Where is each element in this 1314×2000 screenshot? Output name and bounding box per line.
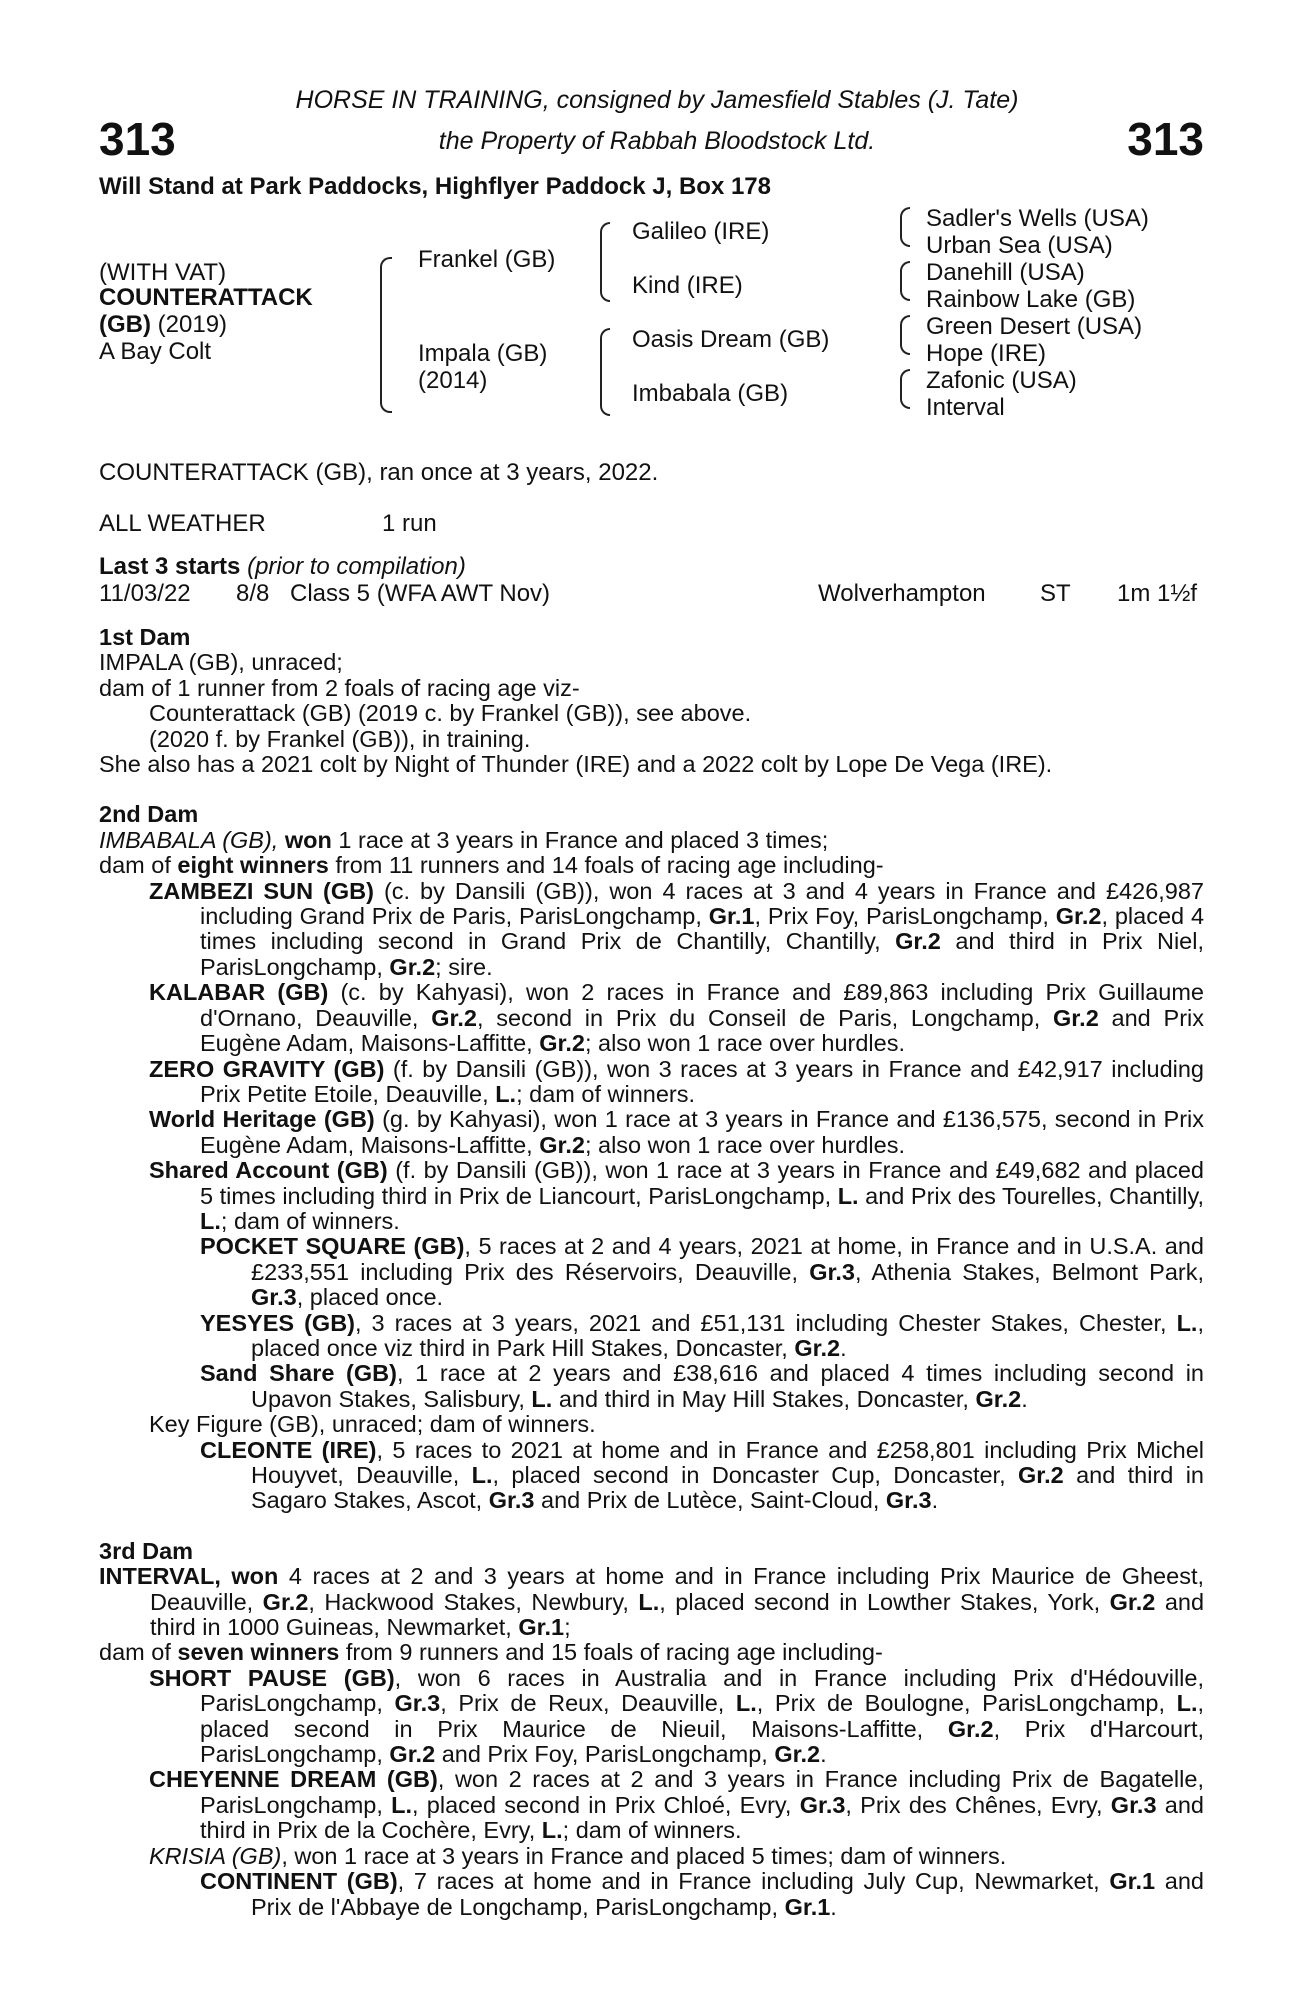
ancestor-7: Zafonic (USA): [926, 367, 1077, 394]
stand-location: Will Stand at Park Paddocks, Highflyer Paddock J, Box 178: [99, 173, 771, 200]
ancestor-3: Danehill (USA): [926, 259, 1085, 286]
progeny-cleonte: CLEONTE (IRE), 5 races to 2021 at home and in France and £258,801 including Prix Michel Houyvet, Deauville, L., placed second in Doncaster Cup, Doncaster, Gr.2 and third in Sagaro Stakes, Ascot, Gr.3 and Prix de Lutèce, Saint-Cloud, Gr.3.: [200, 1436, 1204, 1514]
horse-name: COUNTERATTACK: [99, 284, 313, 311]
ancestor-4: Rainbow Lake (GB): [926, 286, 1136, 313]
second-dam-line: IMBABALA (GB), won 1 race at 3 years in France and placed 3 times;: [99, 826, 829, 853]
consignor-line: HORSE IN TRAINING, consigned by Jamesfield Stables (J. Tate): [295, 86, 1019, 114]
last-starts-subtitle: (prior to compilation): [247, 553, 466, 580]
last-starts-title: Last 3 starts: [99, 553, 241, 580]
first-dam-line-5: She also has a 2021 colt by Night of Thunder (IRE) and a 2022 colt by Lope De Vega (IRE).: [99, 751, 1053, 778]
first-dam-line-2: dam of 1 runner from 2 foals of racing age viz-: [99, 674, 580, 701]
first-dam-line-3: Counterattack (GB) (2019 c. by Frankel (GB)), see above.: [149, 700, 752, 727]
third-dam-title: 3rd Dam: [99, 1537, 194, 1564]
progeny-yesyes: YESYES (GB), 3 races at 3 years, 2021 and £51,131 including Chester Stakes, Chester, L., placed once viz third in Park Hill Stakes, Doncaster, Gr.2.: [200, 1309, 1204, 1361]
sire-dam: Kind (IRE): [632, 272, 743, 299]
first-dam-title: 1st Dam: [99, 624, 191, 650]
dam: Impala (GB): [418, 340, 548, 367]
lot-number-left: 313: [99, 113, 176, 165]
dam-dam: Imbabala (GB): [632, 380, 789, 407]
start-course: Wolverhampton: [818, 580, 986, 607]
last-starts-heading: [99, 553, 466, 581]
progeny-zambezi-sun: ZAMBEZI SUN (GB) (c. by Dansili (GB)), won 4 races at 3 and 4 years in France and £426,987 including Grand Prix de Paris, ParisLongchamp, Gr.1, Prix Foy, ParisLongchamp, Gr.2, placed 4 times including second in Grand Prix de Chantilly, Chantilly, Gr.2 and third in Prix Niel, ParisLongchamp, Gr.2; sire.: [149, 877, 1205, 980]
surface-label: ALL WEATHER: [99, 510, 266, 537]
progeny-world-heritage: World Heritage (GB) (g. by Kahyasi), won 1 race at 3 years in France and £136,575, second in Prix Eugène Adam, Maisons-Laffitte, Gr.2; also won 1 race over hurdles.: [149, 1106, 1205, 1158]
ancestor-2: Urban Sea (USA): [926, 232, 1113, 259]
progeny-zero-gravity: ZERO GRAVITY (GB) (f. by Dansili (GB)), won 3 races at 3 years in France and £42,917 including Prix Petite Etoile, Deauville, L.; dam of winners.: [149, 1055, 1204, 1107]
first-dam-line-1: IMPALA (GB), unraced;: [99, 649, 343, 676]
start-surface: ST: [1040, 580, 1071, 607]
brace-g4: [900, 369, 910, 409]
progeny-krisia: KRISIA (GB), won 1 race at 3 years in France and placed 5 times; dam of winners.: [149, 1842, 1007, 1869]
third-dam-line: INTERVAL, won 4 races at 2 and 3 years at home and in France including Prix Maurice de Gheest, Deauville, Gr.2, Hackwood Stakes, Newbury, L., placed second in Lowther Stakes, York, Gr.2 and third in 1000 Guineas, Newmarket, Gr.1;: [99, 1563, 1205, 1641]
brace-parents: [380, 257, 392, 413]
first-dam-line-4: (2020 f. by Frankel (GB)), in training.: [149, 725, 531, 752]
dam-sire: Oasis Dream (GB): [632, 326, 830, 353]
ancestor-6: Hope (IRE): [926, 340, 1047, 367]
progeny-pocket-square: POCKET SQUARE (GB), 5 races at 2 and 4 years, 2021 at home, in France and in U.S.A. and £233,551 including Prix des Réservoirs, Deauville, Gr.3, Athenia Stakes, Belmont Park, Gr.3, placed once.: [200, 1233, 1205, 1311]
brace-dam-parents: [600, 328, 610, 416]
progeny-sand-share: Sand Share (GB), 1 race at 2 years and £38,616 and placed 4 times including second in Upavon Stakes, Salisbury, L. and third in May Hill Stakes, Doncaster, Gr.2.: [200, 1360, 1204, 1412]
dam-year: (2014): [418, 367, 488, 394]
property-line: the Property of Rabbah Bloodstock Ltd.: [438, 127, 876, 155]
progeny-kalabar: KALABAR (GB) (c. by Kahyasi), won 2 races in France and £89,863 including Prix Guillaume d'Ornano, Deauville, Gr.2, second in Prix du Conseil de Paris, Longchamp, Gr.2 and Prix Eugène Adam, Maisons-Laffitte, Gr.2; also won 1 race over hurdles.: [149, 979, 1204, 1057]
progeny-cheyenne-dream: CHEYENNE DREAM (GB), won 2 races at 2 and 3 years in France including Prix de Bagatelle, ParisLongchamp, L., placed second in Prix Chloé, Evry, Gr.3, Prix des Chênes, Evry, Gr.3 and third in Prix de la Cochère, Evry, L.; dam of winners.: [149, 1766, 1204, 1844]
start-date: 11/03/22: [99, 580, 191, 607]
ancestor-5: Green Desert (USA): [926, 313, 1143, 340]
second-dam-title: 2nd Dam: [99, 801, 199, 828]
second-dam-produce: dam of eight winners from 11 runners and 14 foals of racing age including-: [99, 852, 884, 879]
brace-g2: [900, 261, 910, 301]
start-distance: 1m 1½f: [1117, 580, 1198, 607]
horse-country: (GB): [99, 311, 151, 338]
brace-sire-parents: [600, 222, 610, 302]
race-summary: COUNTERATTACK (GB), ran once at 3 years, 2022.: [99, 459, 659, 486]
ancestor-8: Interval: [926, 394, 1005, 421]
brace-g3: [900, 315, 910, 355]
progeny-continent: CONTINENT (GB), 7 races at home and in France including July Cup, Newmarket, Gr.1 and Prix de l'Abbaye de Longchamp, ParisLongchamp, Gr.1.: [200, 1868, 1205, 1920]
third-dam-produce: dam of seven winners from 9 runners and 15 foals of racing age including-: [99, 1639, 883, 1666]
sire-sire: Galileo (IRE): [632, 218, 770, 245]
progeny-key-figure: Key Figure (GB), unraced; dam of winners.: [149, 1411, 596, 1438]
horse-year: (2019): [157, 311, 228, 338]
progeny-shared-account: Shared Account (GB) (f. by Dansili (GB)), won 1 race at 3 years in France and £49,682 and placed 5 times including third in Prix de Liancourt, ParisLongchamp, L. and Prix des Tourelles, Chantilly, L.; dam of winners.: [149, 1157, 1204, 1234]
vat-label: (WITH VAT): [99, 259, 227, 286]
start-position: 8/8: [236, 580, 270, 607]
start-race: Class 5 (WFA AWT Nov): [290, 580, 551, 607]
sire: Frankel (GB): [418, 246, 556, 273]
horse-description: A Bay Colt: [99, 338, 212, 365]
horse-country-year: [99, 311, 227, 339]
brace-g1: [900, 207, 910, 247]
progeny-short-pause: SHORT PAUSE (GB), won 6 races in Australia and in France including Prix d'Hédouville, ParisLongchamp, Gr.3, Prix de Reux, Deauville, L., Prix de Boulogne, ParisLongchamp, L., placed second in Prix Maurice de Nieuil, Maisons-Laffitte, Gr.2, Prix d'Harcourt, ParisLongchamp, Gr.2 and Prix Foy, ParisLongchamp, Gr.2.: [149, 1664, 1205, 1768]
ancestor-1: Sadler's Wells (USA): [926, 205, 1149, 232]
lot-number-right: 313: [1127, 113, 1204, 165]
surface-runs: 1 run: [382, 510, 437, 537]
family-notes: [99, 625, 1204, 1920]
